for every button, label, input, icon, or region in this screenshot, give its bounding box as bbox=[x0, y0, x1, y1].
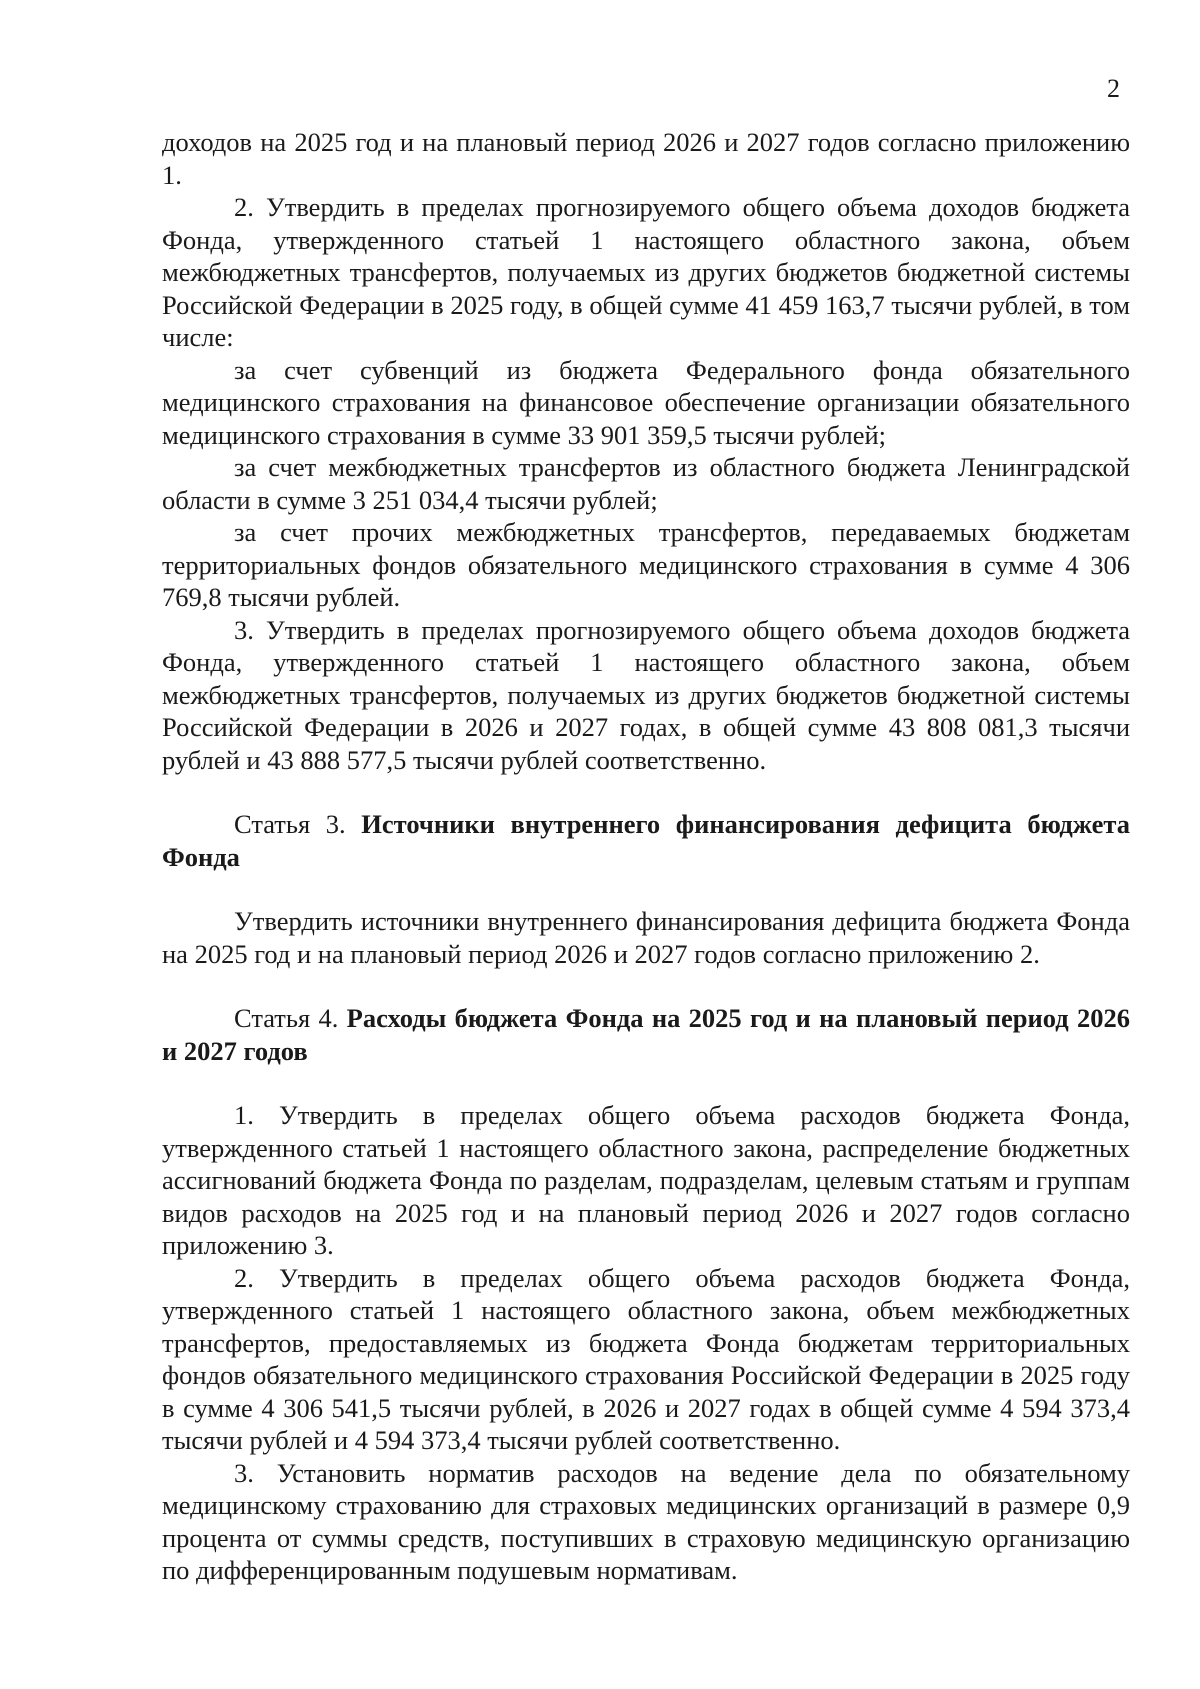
article-4-prefix: Статья 4. bbox=[234, 1003, 347, 1033]
paragraph-subvention: за счет субвенций из бюджета Федерального фонда обязательного медицинского страхования на финансовое обеспечение организации обязательного медицинского страхования в сумме 33 901 359,5 тысячи рублей; bbox=[162, 354, 1130, 450]
page-number: 2 bbox=[1107, 74, 1120, 103]
paragraph-continuation: доходов на 2025 год и на плановый период 2026 и 2027 годов согласно приложению 1. bbox=[162, 127, 1130, 190]
article-3-prefix: Статья 3. bbox=[234, 809, 362, 839]
article-4-item-2: 2. Утвердить в пределах общего объема расходов бюджета Фонда, утвержденного статьей 1 настоящего областного закона, объем межбюджетных трансфертов, предоставляемых из бюджета Фонда бюджетам территориальных фондов обязательного медицинского страхования Российской Федерации в 2025 году в сумме 4 306 541,5 тысячи рублей, в 2026 и 2027 годах в общей сумме 4 594 373,4 тысячи рублей и 4 594 373,4 тысячи рублей соответственно. bbox=[162, 1262, 1130, 1455]
spacer bbox=[162, 970, 1130, 1002]
article-4-item-3: 3. Установить норматив расходов на ведение дела по обязательному медицинскому страхованию для страховых медицинских организаций в размере 0,9 процента от суммы средств, поступивших в страховую медицинскую организацию по дифференцированным подушевым нормативам. bbox=[162, 1457, 1130, 1585]
article-4-heading bbox=[162, 1002, 1130, 1067]
article-3-title: Источники внутреннего финансирования дефицита бюджета Фонда bbox=[162, 809, 1130, 872]
paragraph-regional-transfers: за счет межбюджетных трансфертов из областного бюджета Ленинградской области в сумме 3 251 034,4 тысячи рублей; bbox=[162, 452, 1130, 515]
article-4-title: Расходы бюджета Фонда на 2025 год и на плановый период 2026 и 2027 годов bbox=[162, 1003, 1131, 1066]
spacer bbox=[162, 1067, 1130, 1099]
article-4-item-1: 1. Утвердить в пределах общего объема расходов бюджета Фонда, утвержденного статьей 1 настоящего областного закона, распределение бюджетных ассигнований бюджета Фонда по разделам, подразделам, целевым статьям и группам видов расходов на 2025 год и на плановый период 2026 и 2027 годов согласно приложению 3. bbox=[162, 1100, 1130, 1260]
spacer bbox=[162, 873, 1130, 905]
article-3-heading bbox=[162, 808, 1130, 873]
spacer bbox=[162, 776, 1130, 808]
paragraph-item-3: 3. Утвердить в пределах прогнозируемого общего объема доходов бюджета Фонда, утвержденного статьей 1 настоящего областного закона, объем межбюджетных трансфертов, получаемых из других бюджетов бюджетной системы Российской Федерации в 2026 и 2027 годах, в общей сумме 43 808 081,3 тысячи рублей и 43 888 577,5 тысячи рублей соответственно. bbox=[162, 614, 1130, 775]
document-body bbox=[162, 126, 1130, 1587]
article-3-text: Утвердить источники внутреннего финансирования дефицита бюджета Фонда на 2025 год и на плановый период 2026 и 2027 годов согласно приложению 2. bbox=[162, 906, 1130, 969]
paragraph-other-transfers: за счет прочих межбюджетных трансфертов, передаваемых бюджетам территориальных фондов обязательного медицинского страхования в сумме 4 306 769,8 тысячи рублей. bbox=[162, 517, 1130, 612]
paragraph-item-2: 2. Утвердить в пределах прогнозируемого общего объема доходов бюджета Фонда, утвержденного статьей 1 настоящего областного закона, объем межбюджетных трансфертов, получаемых из других бюджетов бюджетной системы Российской Федерации в 2025 году, в общей сумме 41 459 163,7 тысячи рублей, в том числе: bbox=[162, 192, 1130, 352]
